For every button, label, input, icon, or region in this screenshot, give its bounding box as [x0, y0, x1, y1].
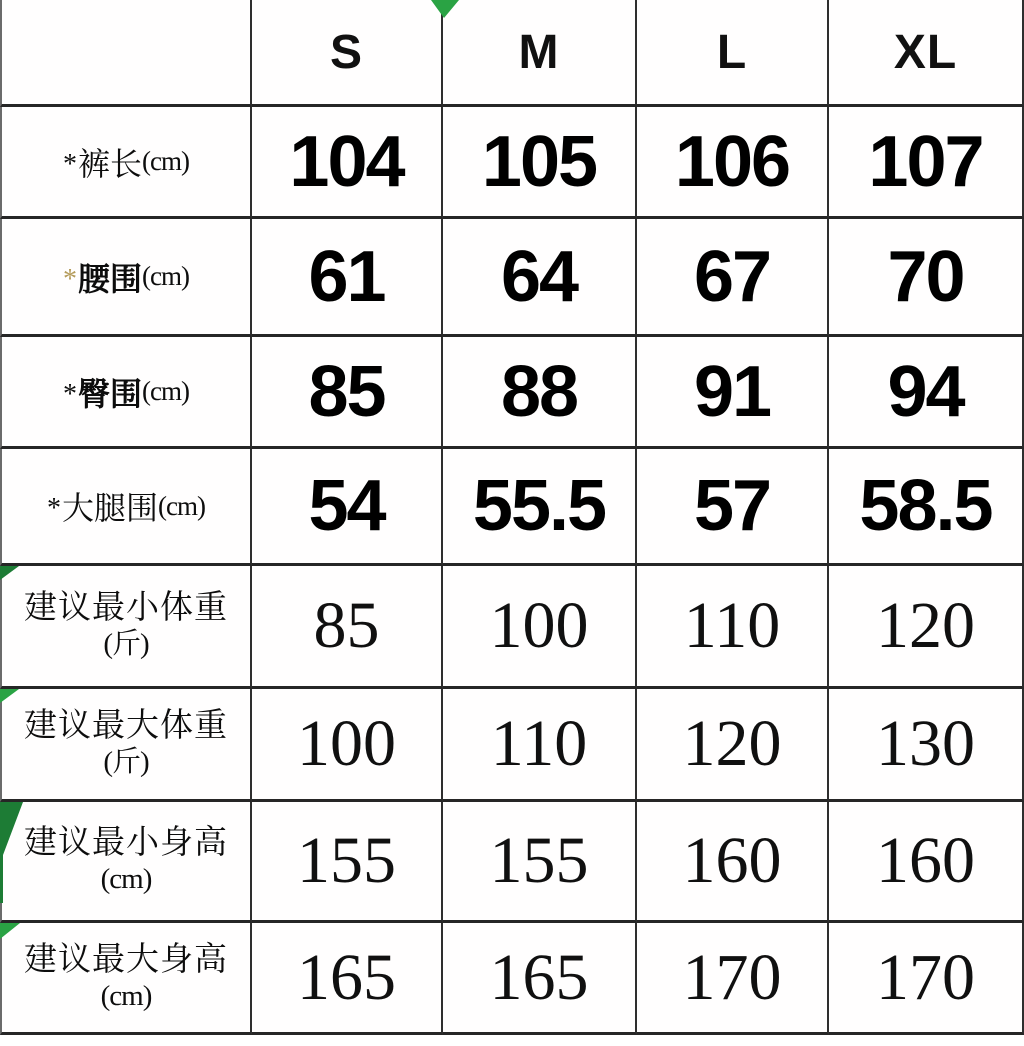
value-cell: 107	[829, 107, 1024, 219]
value-cell: 165	[443, 923, 637, 1035]
value-cell: 170	[637, 923, 829, 1035]
row-label-min-height	[0, 802, 252, 923]
row-label-thigh	[0, 449, 252, 566]
value-cell: 110	[443, 689, 637, 802]
row-label-text: 建议最小体重	[24, 590, 228, 627]
row-label-min-weight	[0, 566, 252, 689]
value-cell: 85	[252, 337, 443, 449]
value-cell: 155	[443, 802, 637, 923]
value-cell: 94	[829, 337, 1024, 449]
row-label-unit: (cm)	[100, 863, 152, 896]
row-label-text: 建议最大身高	[24, 941, 228, 978]
value-cell: 106	[637, 107, 829, 219]
row-label-unit: (斤)	[103, 746, 149, 779]
row-label-unit: (cm)	[142, 376, 189, 406]
column-header-l: L	[637, 0, 829, 107]
value-cell: 58.5	[829, 449, 1024, 566]
column-header-xl: XL	[829, 0, 1024, 107]
value-cell: 165	[252, 923, 443, 1035]
value-cell: 91	[637, 337, 829, 449]
column-header-m: M	[443, 0, 637, 107]
value-cell: 85	[252, 566, 443, 689]
value-cell: 170	[829, 923, 1024, 1035]
value-cell: 67	[637, 219, 829, 337]
row-label-max-height	[0, 923, 252, 1035]
value-cell: 120	[637, 689, 829, 802]
row-label-unit: (cm)	[158, 490, 205, 521]
value-cell: 100	[252, 689, 443, 802]
value-cell: 155	[252, 802, 443, 923]
column-header-empty	[0, 0, 252, 107]
required-asterisk: *	[47, 493, 61, 524]
value-cell: 120	[829, 566, 1024, 689]
value-cell: 88	[443, 337, 637, 449]
row-label-max-weight	[0, 689, 252, 802]
row-label-text: 裤长	[78, 145, 143, 182]
row-label-text: 腰围	[78, 260, 143, 297]
row-label-pants-length	[0, 107, 252, 219]
value-cell: 105	[443, 107, 637, 219]
value-cell: 57	[637, 449, 829, 566]
value-cell: 110	[637, 566, 829, 689]
column-header-s: S	[252, 0, 443, 107]
required-asterisk: *	[63, 148, 77, 180]
row-label-waist	[0, 219, 252, 337]
row-label-unit: (cm)	[142, 146, 189, 176]
value-cell: 160	[637, 802, 829, 923]
value-cell: 64	[443, 219, 637, 337]
required-asterisk: *	[63, 263, 77, 295]
row-label-hip	[0, 337, 252, 449]
row-label-text: 臀围	[78, 375, 143, 412]
value-cell: 54	[252, 449, 443, 566]
value-cell: 160	[829, 802, 1024, 923]
value-cell: 70	[829, 219, 1024, 337]
value-cell: 130	[829, 689, 1024, 802]
value-cell: 104	[252, 107, 443, 219]
row-label-unit: (cm)	[100, 979, 152, 1012]
row-label-text: 大腿围	[62, 490, 159, 526]
row-label-unit: (cm)	[142, 261, 189, 291]
value-cell: 55.5	[443, 449, 637, 566]
row-label-text: 建议最大体重	[24, 708, 228, 745]
value-cell: 100	[443, 566, 637, 689]
row-label-text: 建议最小身高	[24, 825, 228, 862]
value-cell: 61	[252, 219, 443, 337]
row-label-unit: (斤)	[103, 628, 149, 661]
required-asterisk: *	[63, 378, 77, 410]
